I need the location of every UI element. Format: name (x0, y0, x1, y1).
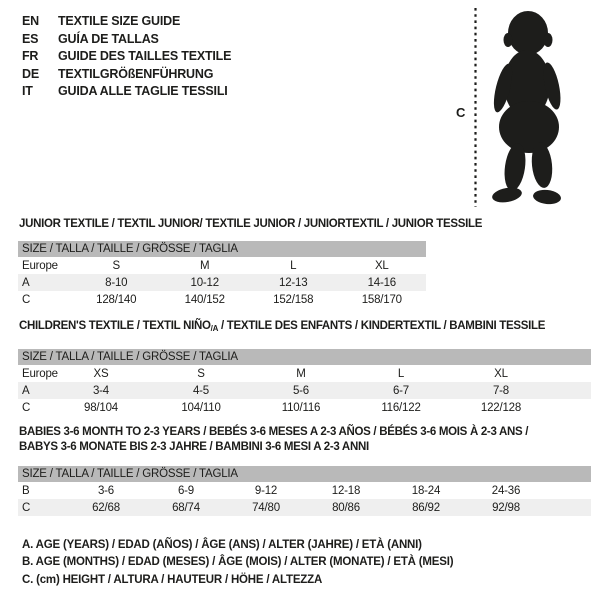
size-header-bar: SIZE / TALLA / TAILLE / GRÖSSE / TAGLIA (18, 241, 426, 257)
row-label: C (22, 501, 31, 514)
size-cell: XL (494, 367, 508, 380)
spacer-cell (546, 499, 591, 516)
size-cell: 14-16 (367, 276, 396, 289)
babies-title-line2: BABYS 3-6 MONATE BIS 2-3 JAHRE / BAMBINI 3-6 MESI A 2-3 ANNI (19, 441, 369, 453)
size-cell: 86/92 (412, 501, 440, 514)
row-label: C (22, 293, 31, 306)
language-row (22, 31, 231, 49)
row-label: Europe (22, 259, 58, 272)
row-label: A (22, 276, 30, 289)
size-cell: 9-12 (254, 484, 278, 497)
babies-size-table (18, 466, 591, 516)
size-row (18, 399, 591, 416)
size-cell: L (290, 259, 297, 272)
spacer-cell (551, 382, 591, 399)
toddler-silhouette-icon (483, 9, 571, 205)
size-cell: 152/158 (273, 293, 314, 306)
babies-table-title (19, 425, 528, 455)
spacer-cell (551, 399, 591, 416)
size-cell: L (397, 367, 405, 380)
size-cell: 24-36 (491, 484, 521, 497)
size-cell: 116/122 (381, 401, 421, 414)
size-cell: 80/86 (332, 501, 360, 514)
language-title: GUIDE DES TAILLES TEXTILE (58, 49, 232, 63)
size-cell: 5-6 (292, 384, 310, 397)
children-title-subscript: /A (210, 324, 219, 333)
size-cell: 10-12 (190, 276, 219, 289)
footnotes (22, 537, 453, 589)
footnote-a: A. AGE (YEARS) / EDAD (AÑOS) / ÂGE (ANS) / ALTER (JAHRE) / ETÀ (ANNI) (22, 539, 422, 551)
language-header (22, 13, 231, 101)
row-label: C (22, 401, 31, 414)
language-code: FR (22, 49, 39, 63)
size-cell: 122/128 (480, 401, 522, 414)
junior-size-table (18, 241, 426, 308)
size-cell: 12-18 (331, 484, 361, 497)
size-header-row (18, 466, 591, 482)
size-row (18, 482, 591, 499)
size-cell: 4-5 (192, 384, 210, 397)
size-cell: S (112, 259, 120, 272)
size-cell: 8-10 (105, 276, 128, 289)
footnote-b: B. AGE (MONTHS) / EDAD (MESES) / ÂGE (MOIS) / ALTER (MONATE) / ETÀ (MESI) (22, 556, 454, 569)
row-label: Europe (22, 367, 58, 380)
size-cell: 110/116 (281, 401, 321, 414)
size-cell: M (296, 367, 306, 380)
size-cell: 12-13 (279, 276, 308, 289)
size-row (18, 291, 426, 308)
size-header-row (18, 241, 426, 257)
language-title: GUÍA DE TALLAS (58, 31, 159, 46)
row-label: B (22, 484, 30, 497)
language-title: TEXTILE SIZE GUIDE (58, 14, 181, 28)
language-row (22, 13, 231, 31)
language-row (22, 83, 231, 101)
size-cell: 158/170 (361, 293, 402, 306)
size-row (18, 499, 591, 516)
size-cell: 3-4 (92, 384, 110, 397)
size-cell: 92/98 (492, 501, 520, 514)
size-header-row (18, 349, 591, 365)
size-cell: 104/110 (181, 401, 221, 414)
size-header-bar: SIZE / TALLA / TAILLE / GRÖSSE / TAGLIA (18, 349, 591, 365)
size-cell: 18-24 (411, 484, 441, 497)
size-row (18, 274, 426, 291)
height-measure-label: C (456, 105, 466, 120)
size-cell: 128/140 (96, 293, 137, 306)
junior-table-title: JUNIOR TEXTILE / TEXTIL JUNIOR/ TEXTILE JUNIOR / JUNIORTEXTIL / JUNIOR TESSILE (19, 218, 483, 230)
language-row (22, 48, 231, 66)
size-row (18, 365, 591, 382)
language-row (22, 66, 231, 84)
size-cell: 68/74 (172, 501, 200, 514)
size-cell: S (197, 367, 205, 380)
size-cell: 98/104 (84, 401, 118, 414)
size-cell: 7-8 (492, 384, 510, 397)
row-label: A (22, 384, 30, 397)
language-code: IT (22, 84, 33, 98)
children-table-title (19, 319, 545, 336)
size-cell: 62/68 (92, 501, 120, 514)
children-title-suffix: / TEXTILE DES ENFANTS / KINDERTEXTIL / BAMBINI TESSILE (218, 320, 546, 332)
children-title-prefix: CHILDREN'S TEXTILE / TEXTIL NIÑO (19, 320, 211, 332)
language-title: GUIDA ALLE TAGLIE TESSILI (58, 84, 228, 98)
language-code: EN (22, 14, 39, 28)
size-cell: XL (374, 259, 389, 272)
size-row (18, 382, 591, 399)
size-header-bar: SIZE / TALLA / TAILLE / GRÖSSE / TAGLIA (18, 466, 591, 482)
size-row (18, 257, 426, 274)
height-measure-line (473, 8, 478, 207)
size-cell: 6-9 (177, 484, 195, 497)
spacer-cell (551, 365, 591, 382)
language-code: ES (22, 31, 39, 46)
size-cell: XS (93, 367, 109, 380)
babies-title-line1: BABIES 3-6 MONTH TO 2-3 YEARS / BEBÉS 3-6 MESES A 2-3 AÑOS / BÉBÉS 3-6 MOIS À 2-3 ANS / (19, 426, 529, 438)
size-cell: M (200, 259, 210, 272)
children-size-table (18, 349, 591, 416)
language-code: DE (22, 66, 39, 81)
size-cell: 74/80 (252, 501, 280, 514)
size-cell: 140/152 (184, 293, 225, 306)
size-cell: 6-7 (392, 384, 410, 397)
language-title: TEXTILGRÖßENFÜHRUNG (58, 66, 214, 81)
spacer-cell (546, 482, 591, 499)
footnote-c: C. (cm) HEIGHT / ALTURA / HAUTEUR / HÖHE / ALTEZZA (22, 573, 323, 586)
size-cell: 3-6 (97, 484, 115, 497)
